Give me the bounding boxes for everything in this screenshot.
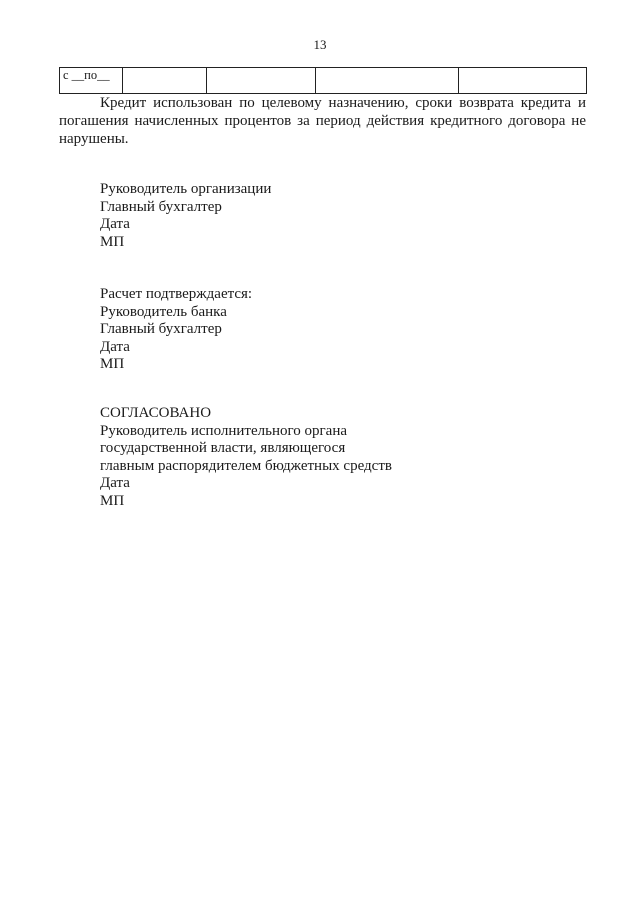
bank-stamp-label: МП bbox=[100, 356, 125, 372]
credit-usage-paragraph: Кредит использован по целевому назначению, сроки возврата кредита и погашения начисленных процентов за период действия кредитного договора не нарушены. bbox=[59, 95, 586, 147]
table-cell bbox=[207, 68, 316, 94]
agreed-date-label: Дата bbox=[100, 475, 130, 491]
bank-date-label: Дата bbox=[100, 338, 130, 355]
agreed-line-2: государственной власти, являющегося bbox=[100, 440, 346, 456]
table-row bbox=[60, 68, 587, 94]
agreed-title: СОГЛАСОВАНО bbox=[100, 405, 212, 421]
table-cell bbox=[123, 68, 207, 94]
agreed-signature-block bbox=[100, 405, 392, 510]
bank-confirm-label: Расчет подтверждается: bbox=[100, 286, 253, 302]
agreed-line-1: Руководитель исполнительного органа bbox=[100, 422, 348, 439]
period-table bbox=[59, 67, 587, 94]
agreed-line-3: главным распорядителем бюджетных средств bbox=[100, 457, 392, 474]
org-accountant-label: Главный бухгалтер bbox=[100, 198, 222, 215]
page-number: 13 bbox=[313, 37, 327, 52]
bank-head-label: Руководитель банка bbox=[100, 303, 227, 320]
period-cell: с __по__ bbox=[60, 68, 123, 94]
organization-signature-block bbox=[100, 181, 271, 251]
agreed-stamp-label: МП bbox=[100, 492, 125, 509]
bank-accountant-label: Главный бухгалтер bbox=[100, 321, 222, 337]
org-date-label: Дата bbox=[100, 216, 130, 232]
bank-signature-block bbox=[100, 286, 252, 374]
org-stamp-label: МП bbox=[100, 233, 125, 250]
table-cell bbox=[316, 68, 459, 94]
table-cell bbox=[459, 68, 587, 94]
org-head-label: Руководитель организации bbox=[100, 181, 272, 197]
